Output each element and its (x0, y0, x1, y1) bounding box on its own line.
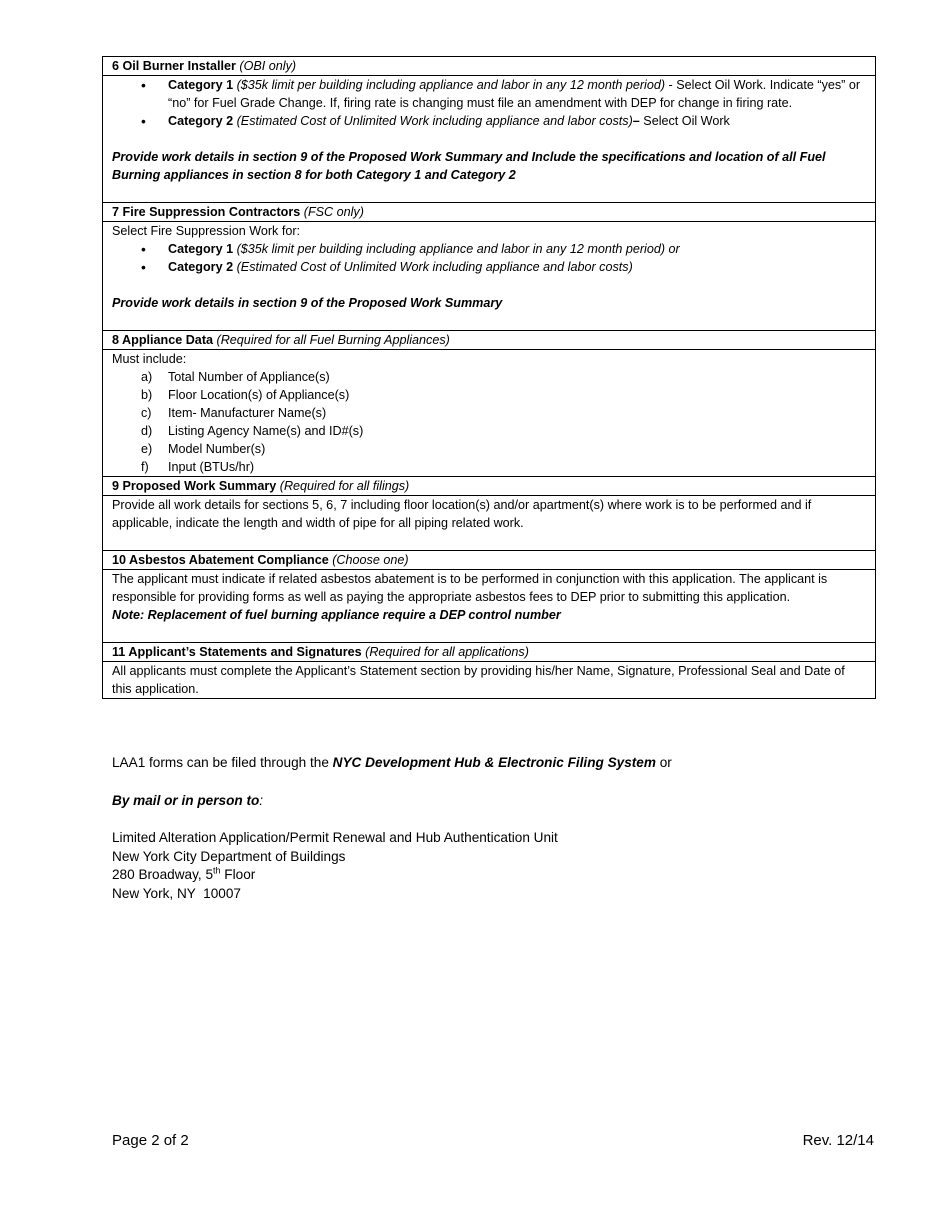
category-1-label: Category 1 (168, 242, 234, 256)
category-2-dash: – (632, 114, 640, 128)
category-2-limit: (Estimated Cost of Unlimited Work including appliance and labor costs) (236, 260, 633, 274)
category-2-label: Category 2 (168, 114, 234, 128)
section-8-qualifier: (Required for all Fuel Burning Appliances) (216, 333, 450, 347)
section-6-list (112, 76, 866, 130)
section-7-intro: Select Fire Suppression Work for: (112, 224, 301, 238)
section-6-category-2 (112, 112, 866, 130)
section-7-title: 7 Fire Suppression Contractors (112, 205, 301, 219)
section-8-header (103, 331, 875, 350)
mail-label: By mail or in person to: (112, 792, 264, 808)
section-7-header (103, 203, 875, 222)
section-8-intro: Must include: (112, 352, 187, 366)
category-1-instructions: - Select Oil Work. Indicate “yes” or “no” for Fuel Grade Change. If, firing rate is changing must file an amendment with DEP for change in firing rate. (168, 78, 861, 110)
section-9-header (103, 477, 875, 496)
address-line-3: 280 Broadway, 5th Floor (112, 865, 256, 882)
section-11-body (103, 662, 875, 698)
section-10-text: The applicant must indicate if related asbestos abatement is to be performed in conjunction with this application. The applicant is responsible for providing forms as well as paying the appropriate asbestos fees to DEP prior to submitting this application. (112, 572, 828, 604)
filing-method: LAA1 forms can be filed through the NYC Development Hub & Electronic Filing System or (112, 755, 672, 770)
section-9-body (103, 496, 875, 551)
category-2-limit: (Estimated Cost of Unlimited Work including appliance and labor costs) (236, 114, 633, 128)
section-6-title: 6 Oil Burner Installer (112, 59, 236, 73)
section-10-note: Note: Replacement of fuel burning appliance require a DEP control number (112, 608, 561, 622)
section-7-qualifier: (FSC only) (303, 205, 364, 219)
address-line-1: Limited Alteration Application/Permit Renewal and Hub Authentication Unit (112, 830, 558, 845)
filing-info (112, 754, 872, 903)
section-11-text: All applicants must complete the Applicant’s Statement section by providing his/her Name, Signature, Professional Seal and Date of this application. (112, 664, 845, 696)
section-6-category-1 (112, 76, 866, 112)
section-6-header (103, 57, 875, 76)
address-line-2: New York City Department of Buildings (112, 848, 346, 864)
section-6-body (103, 76, 875, 203)
section-8-body (103, 350, 875, 477)
appliance-requirements-list (112, 368, 866, 476)
section-10-header (103, 551, 875, 570)
list-item: e) Model Number(s) (141, 442, 266, 456)
section-10-title: 10 Asbestos Abatement Compliance (112, 553, 329, 567)
list-item: b) Floor Location(s) of Appliance(s) (141, 388, 350, 402)
instructions-table (102, 56, 876, 699)
filing-system-name: NYC Development Hub & Electronic Filing System (332, 755, 656, 770)
section-6-note: Provide work details in section 9 of the Proposed Work Summary and Include the specifications and location of all Fuel Burning appliances in section 8 for both Category 1 and Category 2 (112, 150, 826, 182)
section-7-list (112, 240, 866, 276)
section-7-note: Provide work details in section 9 of the Proposed Work Summary (112, 296, 503, 310)
section-7-category-2 (112, 258, 866, 276)
section-9-title: 9 Proposed Work Summary (112, 479, 277, 493)
list-item: a) Total Number of Appliance(s) (141, 370, 330, 384)
category-1-limit: ($35k limit per building including appliance and labor in any 12 month period) or (236, 242, 680, 256)
section-7-body (103, 222, 875, 331)
section-10-body (103, 570, 875, 643)
category-2-label: Category 2 (168, 260, 234, 274)
section-6-qualifier: (OBI only) (239, 59, 297, 73)
section-9-text: Provide all work details for sections 5, 6, 7 including floor location(s) and/or apartment(s) where work is to be performed and if applicable, indicate the length and width of pipe for all piping related work. (112, 498, 812, 530)
section-7-category-1 (112, 240, 866, 258)
section-10-qualifier: (Choose one) (332, 553, 409, 567)
section-11-qualifier: (Required for all applications) (365, 645, 529, 659)
section-9-qualifier: (Required for all filings) (279, 479, 410, 493)
list-item: c) Item- Manufacturer Name(s) (141, 406, 327, 420)
section-8-title: 8 Appliance Data (112, 333, 214, 347)
list-item: f) Input (BTUs/hr) (141, 460, 255, 474)
category-1-limit: ($35k limit per building including appliance and labor in any 12 month period) (236, 78, 666, 92)
section-11-title: 11 Applicant’s Statements and Signatures (112, 645, 362, 659)
page-number: Page 2 of 2 (112, 1132, 189, 1149)
address-line-4: New York, NY 10007 (112, 885, 241, 901)
list-item: d) Listing Agency Name(s) and ID#(s) (141, 424, 364, 438)
category-2-instructions: Select Oil Work (639, 114, 730, 128)
section-11-header (103, 643, 875, 662)
revision-date: Rev. 12/14 (802, 1132, 874, 1149)
category-1-label: Category 1 (168, 78, 234, 92)
